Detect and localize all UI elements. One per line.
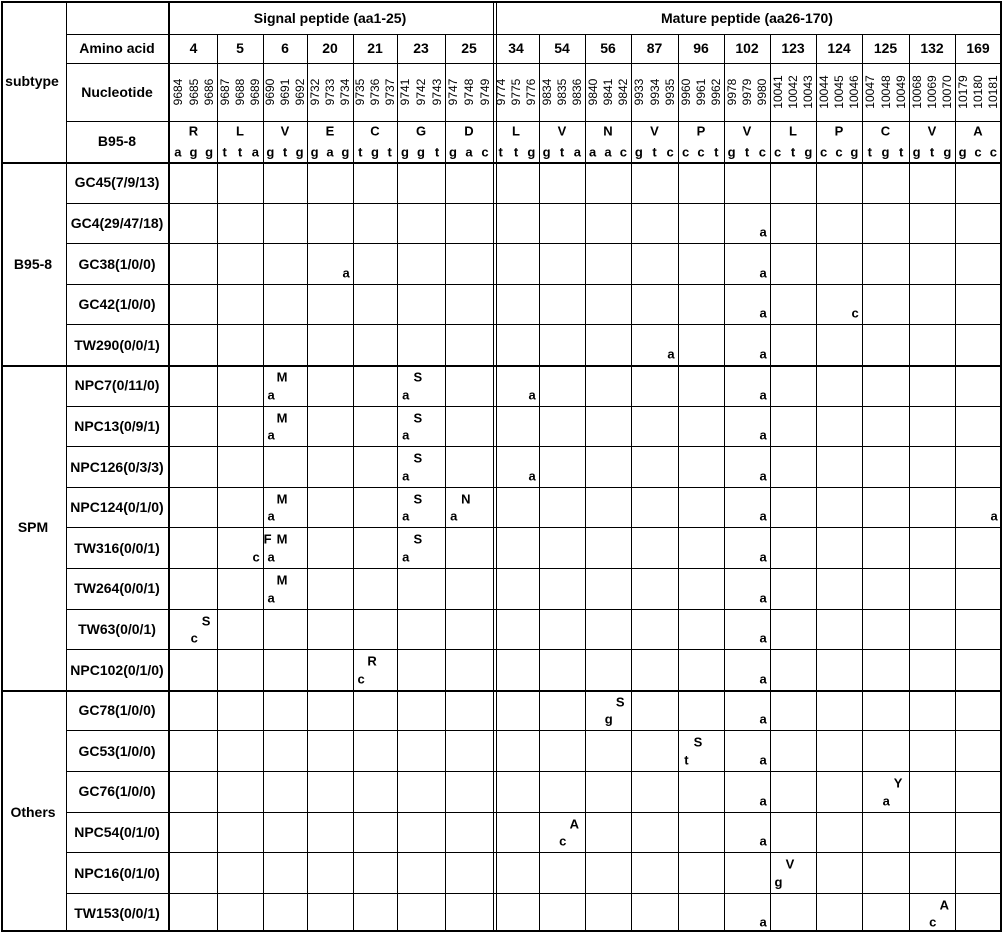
mutated-amino-acid: S bbox=[413, 450, 423, 466]
mature-peptide-header: Mature peptide (aa26-170) bbox=[661, 10, 833, 26]
table-border-left bbox=[1, 1, 3, 932]
amino-acid-number: 5 bbox=[236, 40, 244, 56]
reference-amino-acid: R bbox=[188, 123, 199, 139]
reference-base: g bbox=[371, 144, 379, 160]
reference-amino-acid: P bbox=[834, 123, 844, 139]
nucleotide-number: 9684 bbox=[170, 78, 185, 106]
column-line bbox=[631, 34, 632, 930]
reference-base: g bbox=[943, 144, 952, 160]
reference-base: t bbox=[790, 144, 796, 160]
reference-base: g bbox=[527, 144, 536, 160]
row-line bbox=[66, 324, 1001, 325]
reference-base: a bbox=[465, 144, 473, 160]
reference-base: c bbox=[682, 144, 690, 160]
mutated-amino-acid: M bbox=[276, 572, 288, 588]
nucleotide-number: 10045 bbox=[832, 75, 846, 109]
reference-base: g bbox=[449, 144, 457, 160]
mutated-base: a bbox=[759, 346, 767, 362]
mutated-amino-acid: S bbox=[413, 369, 423, 385]
reference-amino-acid: V bbox=[742, 123, 752, 139]
nucleotide-number: 9749 bbox=[478, 78, 492, 106]
mutated-base: a bbox=[402, 549, 410, 565]
mutated-base: g bbox=[604, 711, 613, 727]
column-line bbox=[816, 34, 817, 930]
sample-label: TW63(0/0/1) bbox=[78, 620, 156, 637]
header-line bbox=[66, 121, 1001, 122]
reference-base: c bbox=[758, 144, 766, 160]
mutated-base: a bbox=[267, 549, 275, 565]
reference-base: c bbox=[619, 144, 627, 160]
reference-base: a bbox=[589, 144, 597, 160]
mutated-base: a bbox=[528, 387, 536, 403]
mutated-base: a bbox=[759, 305, 767, 321]
column-line bbox=[585, 34, 586, 930]
reference-amino-acid: L bbox=[789, 123, 797, 139]
nucleotide-number: 9748 bbox=[462, 78, 476, 106]
nucleotide-number: 10049 bbox=[894, 75, 909, 109]
nucleotide-number: 9775 bbox=[509, 78, 523, 106]
reference-amino-acid: D bbox=[464, 123, 474, 139]
mutated-base: a bbox=[402, 387, 410, 403]
mutated-base: c bbox=[190, 630, 198, 646]
mutated-base: a bbox=[759, 630, 767, 646]
mutated-base: a bbox=[667, 346, 675, 362]
nucleotide-number: 10042 bbox=[786, 75, 800, 109]
reference-base: t bbox=[714, 144, 719, 160]
mutated-base: a bbox=[450, 508, 458, 524]
mutated-amino-acid: V bbox=[785, 856, 795, 872]
nucleotide-number: 10070 bbox=[940, 75, 955, 109]
sample-label: TW316(0/0/1) bbox=[74, 539, 160, 556]
nucleotide-number: 9732 bbox=[307, 78, 322, 106]
reference-amino-acid: L bbox=[512, 123, 520, 139]
nucleotide-number: 10043 bbox=[801, 75, 816, 109]
mutated-base: a bbox=[759, 387, 767, 403]
nucleotide-number: 9834 bbox=[539, 78, 554, 106]
reference-amino-acid: V bbox=[650, 123, 659, 139]
nucleotide-number: 10041 bbox=[770, 75, 785, 109]
sample-label: GC42(1/0/0) bbox=[78, 296, 156, 313]
nucleotide-number: 9774 bbox=[493, 78, 508, 106]
reference-base: g bbox=[912, 144, 921, 160]
amino-acid-number: 124 bbox=[827, 40, 851, 56]
reference-base: g bbox=[542, 144, 551, 160]
amino-acid-number: 4 bbox=[189, 40, 198, 56]
reference-base: a bbox=[573, 144, 581, 160]
mutated-base: a bbox=[759, 224, 767, 240]
group-label: SPM bbox=[17, 519, 49, 536]
column-line bbox=[217, 34, 218, 930]
table-border-top bbox=[1, 1, 1001, 3]
sample-label: GC78(1/0/0) bbox=[78, 702, 156, 719]
reference-amino-acid: L bbox=[236, 123, 244, 139]
mutated-amino-acid: S bbox=[413, 531, 423, 547]
mutated-amino-acid: M bbox=[276, 531, 288, 547]
reference-base: g bbox=[205, 144, 214, 160]
reference-base: g bbox=[295, 144, 304, 160]
nucleotide-number: 9841 bbox=[601, 78, 615, 106]
column-line bbox=[678, 34, 679, 930]
mutated-base: g bbox=[774, 874, 783, 890]
row-line bbox=[66, 203, 1001, 204]
reference-amino-acid: C bbox=[880, 123, 891, 139]
mutated-amino-acid: N bbox=[461, 491, 471, 507]
row-line bbox=[66, 446, 1001, 447]
reference-base: c bbox=[774, 144, 782, 160]
reference-base: c bbox=[666, 144, 674, 160]
sample-label: NPC7(0/11/0) bbox=[74, 377, 160, 394]
row-line bbox=[66, 527, 1001, 528]
signal-peptide-header: Signal peptide (aa1-25) bbox=[253, 10, 407, 26]
nucleotide-number: 9934 bbox=[647, 78, 662, 106]
mutated-base: a bbox=[342, 265, 350, 281]
mutated-amino-acid: S bbox=[413, 491, 423, 507]
column-line bbox=[862, 34, 863, 930]
nucleotide-number: 9685 bbox=[186, 78, 201, 106]
row-line bbox=[66, 609, 1001, 610]
column-line bbox=[263, 34, 264, 930]
row-line bbox=[66, 487, 1001, 488]
reference-base: g bbox=[341, 144, 350, 160]
reference-base: t bbox=[867, 144, 872, 160]
sample-label: NPC16(0/1/0) bbox=[74, 864, 160, 881]
nucleotide-number: 9742 bbox=[414, 78, 428, 106]
reference-base: a bbox=[326, 144, 334, 160]
reference-base: c bbox=[820, 144, 828, 160]
nucleotide-number: 9733 bbox=[323, 78, 337, 106]
nucleotide-number: 9978 bbox=[724, 78, 739, 106]
amino-acid-number: 54 bbox=[554, 40, 570, 56]
row-line bbox=[66, 893, 1001, 894]
mutated-base: a bbox=[267, 590, 275, 606]
reference-amino-acid: N bbox=[603, 123, 613, 139]
reference-base: g bbox=[958, 144, 967, 160]
mutated-base: a bbox=[882, 793, 890, 809]
nucleotide-number: 9692 bbox=[292, 78, 307, 106]
nucleotide-number: 10180 bbox=[971, 75, 985, 109]
row-line bbox=[66, 284, 1001, 285]
mutated-base: a bbox=[759, 752, 767, 768]
mutated-amino-acid: A bbox=[939, 897, 949, 913]
mutated-amino-acid: S bbox=[201, 613, 211, 629]
nucleotide-number: 9741 bbox=[398, 78, 412, 106]
subtype-label: subtype bbox=[5, 73, 59, 89]
sample-label: GC53(1/0/0) bbox=[78, 742, 156, 759]
reference-base: t bbox=[652, 144, 657, 160]
group-divider-line bbox=[1, 365, 1001, 367]
reference-base: c bbox=[835, 144, 843, 160]
reference-base: g bbox=[310, 144, 319, 160]
nucleotide-number: 9688 bbox=[233, 78, 247, 106]
reference-amino-acid: E bbox=[325, 123, 335, 139]
amino-acid-number: 123 bbox=[781, 40, 805, 56]
reference-base: t bbox=[898, 144, 904, 160]
nucleotide-number: 10048 bbox=[878, 75, 893, 109]
nucleotide-number: 10047 bbox=[862, 75, 877, 109]
column-line bbox=[539, 34, 540, 930]
header-line bbox=[66, 63, 1001, 64]
mutated-amino-acid: S bbox=[413, 410, 423, 426]
mutated-base: a bbox=[759, 427, 767, 443]
mutated-base: a bbox=[402, 468, 410, 484]
group-label: B95-8 bbox=[13, 255, 53, 272]
reference-base: g bbox=[804, 144, 813, 160]
mutated-base: c bbox=[252, 549, 260, 565]
amino-acid-label: Amino acid bbox=[79, 40, 155, 56]
row-line bbox=[66, 812, 1001, 813]
reference-base: c bbox=[481, 144, 489, 160]
reference-base: t bbox=[498, 144, 503, 160]
nucleotide-number: 9776 bbox=[524, 78, 539, 106]
nucleotide-number: 9961 bbox=[694, 78, 708, 106]
mutated-amino-acid: A bbox=[569, 816, 579, 832]
amino-acid-number: 169 bbox=[966, 40, 990, 56]
mutated-base: a bbox=[267, 427, 275, 443]
sample-label: GC4(29/47/18) bbox=[70, 214, 164, 231]
mutated-base: a bbox=[267, 508, 275, 524]
mutated-base: a bbox=[759, 508, 767, 524]
sample-label: NPC124(0/1/0) bbox=[70, 499, 164, 516]
sample-label: NPC13(0/9/1) bbox=[74, 417, 160, 434]
mutated-amino-acid: Y bbox=[893, 775, 903, 791]
amino-acid-number: 23 bbox=[413, 40, 429, 56]
row-line bbox=[66, 649, 1001, 650]
reference-base: g bbox=[634, 144, 643, 160]
mutated-base: a bbox=[990, 508, 998, 524]
mutated-amino-acid: M bbox=[276, 369, 288, 385]
reference-base: g bbox=[189, 144, 198, 160]
reference-base: a bbox=[251, 144, 259, 160]
nucleotide-number: 9979 bbox=[740, 78, 754, 106]
sample-label: NPC126(0/3/3) bbox=[70, 458, 164, 475]
column-line bbox=[493, 1, 494, 930]
nucleotide-number: 9962 bbox=[709, 78, 724, 106]
row-line bbox=[66, 730, 1001, 731]
column-line bbox=[909, 34, 910, 930]
reference-base: g bbox=[850, 144, 859, 160]
reference-amino-acid: P bbox=[696, 123, 706, 139]
nucleotide-number: 9743 bbox=[430, 78, 444, 106]
reference-amino-acid: V bbox=[927, 123, 937, 139]
sample-label: TW264(0/0/1) bbox=[74, 580, 160, 597]
mutated-amino-acid: S bbox=[693, 734, 703, 750]
nucleotide-number: 9935 bbox=[663, 78, 678, 106]
row-line bbox=[66, 771, 1001, 772]
column-line bbox=[353, 34, 354, 930]
mutated-base: a bbox=[759, 711, 767, 727]
reference-base: t bbox=[744, 144, 750, 160]
amino-acid-number: 34 bbox=[508, 40, 524, 56]
header-bottom-line bbox=[1, 162, 1001, 164]
section-divider-line bbox=[496, 1, 497, 931]
mutated-amino-acid: S bbox=[615, 694, 625, 710]
mutated-base: a bbox=[759, 793, 767, 809]
reference-base: t bbox=[237, 144, 243, 160]
nucleotide-number: 9686 bbox=[202, 78, 217, 106]
amino-acid-number: 87 bbox=[646, 40, 663, 56]
nucleotide-label: Nucleotide bbox=[81, 84, 153, 100]
nucleotide-number: 9840 bbox=[585, 78, 600, 106]
reference-base: t bbox=[513, 144, 519, 160]
reference-base: a bbox=[174, 144, 182, 160]
nucleotide-number: 9835 bbox=[555, 78, 569, 106]
mutated-amino-acid: M bbox=[276, 491, 288, 507]
nucleotide-number: 10046 bbox=[847, 75, 862, 109]
amino-acid-number: 102 bbox=[735, 40, 759, 56]
nucleotide-number: 9836 bbox=[570, 78, 585, 106]
mutated-amino-acid: R bbox=[367, 653, 377, 669]
mutated-base: a bbox=[759, 265, 767, 281]
column-line bbox=[770, 34, 771, 930]
reference-base: t bbox=[282, 144, 288, 160]
reference-base: t bbox=[434, 144, 440, 160]
nucleotide-number: 9960 bbox=[678, 78, 693, 106]
mutated-base: a bbox=[759, 833, 767, 849]
mutated-base: a bbox=[759, 914, 767, 930]
mutated-base: t bbox=[684, 752, 689, 768]
amino-acid-number: 56 bbox=[600, 40, 616, 56]
amino-acid-number: 6 bbox=[281, 40, 289, 56]
amino-acid-number: 25 bbox=[461, 40, 477, 56]
mutated-base: c bbox=[559, 833, 567, 849]
sample-label: NPC102(0/1/0) bbox=[70, 661, 164, 678]
nucleotide-number: 10044 bbox=[816, 75, 831, 109]
mutated-base: a bbox=[402, 508, 410, 524]
reference-base: t bbox=[929, 144, 935, 160]
column-line bbox=[307, 34, 308, 930]
group-divider-line bbox=[1, 690, 1001, 692]
nucleotide-number: 9736 bbox=[368, 78, 382, 106]
row-line bbox=[66, 406, 1001, 407]
nucleotide-number: 9687 bbox=[217, 78, 232, 106]
column-line bbox=[445, 34, 446, 930]
mutated-base: a bbox=[759, 671, 767, 687]
amino-acid-number: 21 bbox=[367, 40, 383, 56]
mutated-base: a bbox=[759, 549, 767, 565]
reference-base: g bbox=[401, 144, 409, 160]
group-label: Others bbox=[10, 803, 56, 820]
amino-acid-number: 20 bbox=[322, 40, 338, 56]
reference-base: c bbox=[974, 144, 982, 160]
mutated-base: c bbox=[357, 671, 365, 687]
reference-amino-acid: V bbox=[280, 123, 290, 139]
sample-label: GC45(7/9/13) bbox=[74, 174, 160, 191]
mutated-base: c bbox=[851, 305, 859, 321]
subtype-column-line bbox=[66, 1, 67, 931]
reference-base: g bbox=[881, 144, 890, 160]
nucleotide-number: 9747 bbox=[446, 78, 460, 106]
column-line bbox=[724, 34, 725, 930]
reference-amino-acid: A bbox=[973, 123, 983, 139]
reference-base: t bbox=[559, 144, 565, 160]
nucleotide-number: 10181 bbox=[986, 75, 1001, 109]
sample-label: TW290(0/0/1) bbox=[74, 336, 160, 353]
nucleotide-number: 10069 bbox=[925, 75, 939, 109]
nucleotide-number: 9691 bbox=[278, 78, 292, 106]
row-line bbox=[66, 852, 1001, 853]
reference-base: a bbox=[604, 144, 612, 160]
reference-base: c bbox=[989, 144, 997, 160]
sample-label: NPC54(0/1/0) bbox=[74, 823, 160, 840]
mutated-amino-acid: M bbox=[276, 410, 288, 426]
header-line bbox=[66, 34, 1001, 35]
reference-base: g bbox=[417, 144, 425, 160]
nucleotide-number: 9734 bbox=[338, 78, 353, 106]
reference-label: B95-8 bbox=[97, 133, 137, 149]
reference-amino-acid: V bbox=[557, 123, 567, 139]
mutated-base: c bbox=[929, 914, 937, 930]
nucleotide-number: 9933 bbox=[631, 78, 646, 106]
row-line bbox=[66, 568, 1001, 569]
amino-acid-number: 125 bbox=[873, 40, 898, 56]
reference-base: c bbox=[697, 144, 705, 160]
reference-base: g bbox=[266, 144, 275, 160]
nucleotide-number: 10068 bbox=[909, 75, 924, 109]
column-line bbox=[955, 34, 956, 930]
mutated-base: a bbox=[528, 468, 536, 484]
mutated-base: a bbox=[759, 590, 767, 606]
reference-base: t bbox=[358, 144, 363, 160]
sample-label: TW153(0/0/1) bbox=[74, 905, 160, 922]
nucleotide-number: 9690 bbox=[263, 78, 278, 106]
nucleotide-number: 9735 bbox=[353, 78, 368, 106]
amino-acid-number: 132 bbox=[920, 40, 944, 56]
nucleotide-number: 9842 bbox=[616, 78, 631, 106]
nucleotide-number: 9980 bbox=[755, 78, 770, 106]
mutated-base: a bbox=[267, 387, 275, 403]
nucleotide-number: 9689 bbox=[248, 78, 263, 106]
sample-label: GC76(1/0/0) bbox=[78, 783, 156, 800]
sample-label: GC38(1/0/0) bbox=[78, 255, 156, 272]
reference-amino-acid: C bbox=[370, 123, 380, 139]
mutated-amino-acid: F bbox=[263, 531, 272, 547]
reference-base: g bbox=[727, 144, 736, 160]
reference-base: t bbox=[222, 144, 227, 160]
mutated-base: a bbox=[402, 427, 410, 443]
reference-amino-acid: G bbox=[415, 123, 427, 139]
nucleotide-number: 10179 bbox=[955, 75, 970, 109]
row-line bbox=[66, 243, 1001, 244]
table-border-right bbox=[1000, 1, 1002, 932]
label-column-line bbox=[168, 1, 170, 931]
amino-acid-number: 96 bbox=[693, 40, 709, 56]
nucleotide-number: 9737 bbox=[382, 78, 397, 106]
reference-base: t bbox=[387, 144, 392, 160]
mutated-base: a bbox=[759, 468, 767, 484]
column-line bbox=[397, 34, 398, 930]
